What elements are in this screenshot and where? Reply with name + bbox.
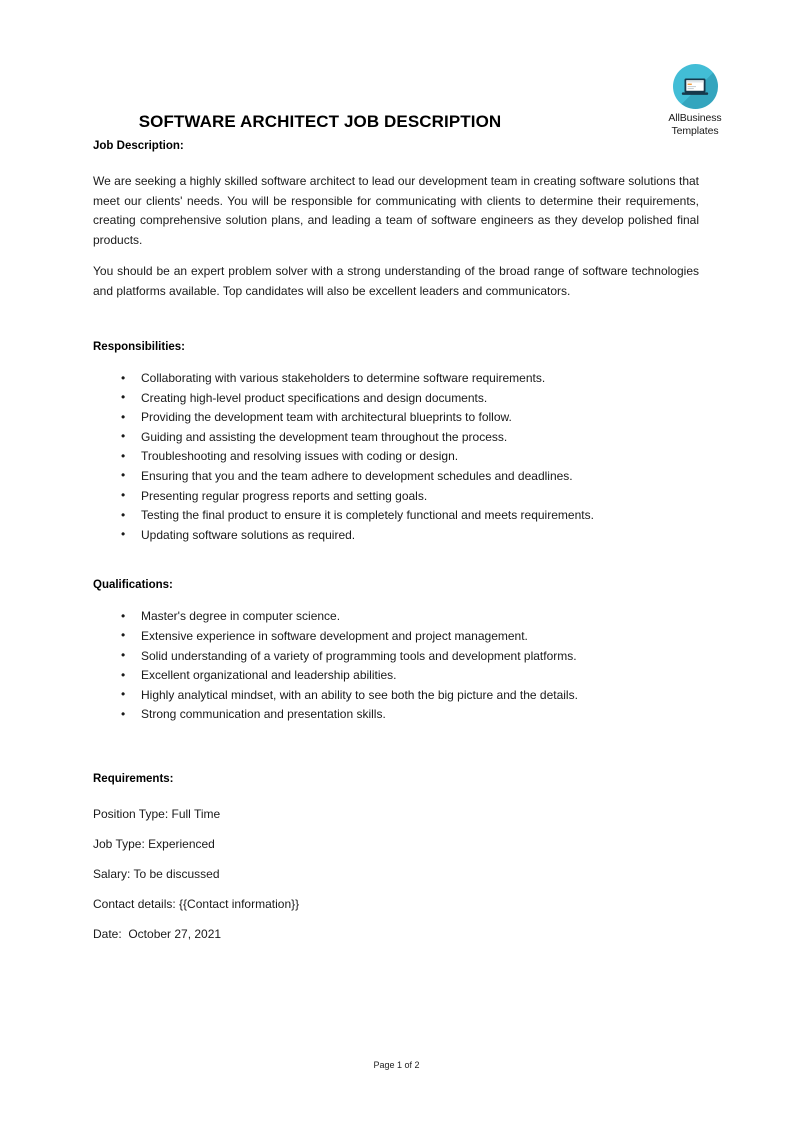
requirement-date: Date: October 27, 2021: [93, 926, 222, 941]
responsibilities-list: [93, 369, 699, 545]
list-item: • Collaborating with various stakeholders to determine software requirements.: [93, 369, 699, 389]
list-item: • Master's degree in computer science.: [93, 607, 699, 627]
logo-wordmark-line2: Templates: [671, 124, 719, 137]
requirements-heading: Requirements:: [93, 772, 174, 785]
requirement-contact-details: Contact details: {{Contact information}}: [93, 896, 300, 911]
list-item: • Creating high-level product specifications and design documents.: [93, 389, 699, 409]
requirement-job-type: Job Type: Experienced: [93, 836, 215, 851]
list-item: • Strong communication and presentation skills.: [93, 705, 699, 725]
job-description-heading: Job Description:: [93, 140, 184, 152]
list-item: • Guiding and assisting the development team throughout the process.: [93, 428, 699, 448]
list-item: • Presenting regular progress reports and setting goals.: [93, 487, 699, 507]
list-item: • Extensive experience in software development and project management.: [93, 627, 699, 647]
intro-paragraph-2: You should be an expert problem solver with a strong understanding of the broad range of software technologies and platforms available. Top candidates will also be excellent leaders and communicators.: [93, 264, 699, 298]
list-item: • Ensuring that you and the team adhere to development schedules and deadlines.: [93, 467, 699, 487]
requirement-position-type: Position Type: Full Time: [93, 806, 221, 821]
list-item: • Testing the final product to ensure it is completely functional and meets requirements.: [93, 506, 699, 526]
list-item: • Providing the development team with architectural blueprints to follow.: [93, 408, 699, 428]
logo-circle: [673, 64, 718, 109]
list-item: • Highly analytical mindset, with an ability to see both the big picture and the details.: [93, 686, 699, 706]
intro-paragraph-1: We are seeking a highly skilled software architect to lead our development team in creating software solutions that meet our clients' needs. You will be responsible for communicating with clients to determine their requirements, creating comprehensive solution plans, and leading a team of software engineers as they develop polished final products.: [93, 174, 699, 247]
requirement-salary: Salary: To be discussed: [93, 866, 220, 881]
list-item: • Solid understanding of a variety of programming tools and development platforms.: [93, 647, 699, 667]
qualifications-heading: Qualifications:: [93, 579, 173, 592]
qualifications-list: [93, 607, 699, 725]
logo-wordmark: [650, 112, 740, 137]
page-title: SOFTWARE ARCHITECT JOB DESCRIPTION: [138, 112, 502, 131]
allbusiness-templates-logo: [650, 64, 740, 137]
list-item: • Updating software solutions as required.: [93, 526, 699, 546]
logo-wordmark-line1: AllBusiness: [668, 112, 722, 124]
laptop-icon: [681, 77, 709, 97]
list-item: • Troubleshooting and resolving issues with coding or design.: [93, 447, 699, 467]
page-footer: Page 1 of 2: [373, 1060, 420, 1070]
document-body: [93, 140, 699, 944]
list-item: • Excellent organizational and leadership abilities.: [93, 666, 699, 686]
responsibilities-heading: Responsibilities:: [93, 341, 186, 353]
